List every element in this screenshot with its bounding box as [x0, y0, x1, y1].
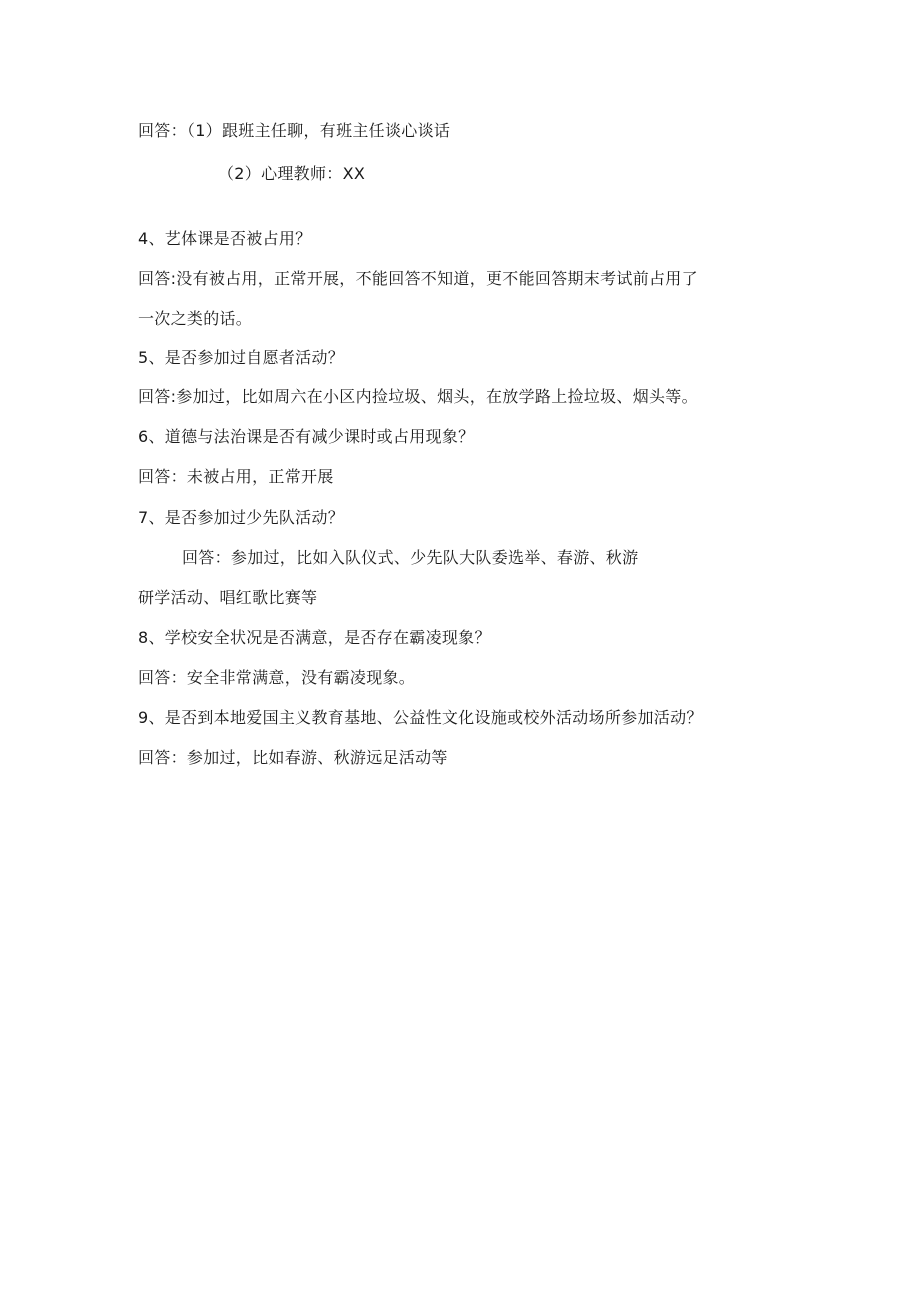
answer-line-3-a: 回答：（1）跟班主任聊，有班主任谈心谈话	[138, 121, 451, 140]
question-8: 8、学校安全状况是否满意，是否存在霸凌现象？	[138, 628, 491, 647]
answer-7-a: 回答：参加过，比如入队仪式、少先队大队委选举、春游、秋游	[182, 548, 639, 567]
question-5: 5、是否参加过自愿者活动？	[138, 348, 345, 367]
answer-9: 回答：参加过，比如春游、秋游远足活动等	[138, 748, 448, 767]
answer-6: 回答：未被占用，正常开展	[138, 467, 334, 486]
question-7: 7、是否参加过少先队活动？	[138, 508, 345, 527]
answer-line-3-b: （2）心理教师：XX	[218, 164, 366, 183]
question-9: 9、是否到本地爱国主义教育基地、公益性文化设施或校外活动场所参加活动？	[138, 708, 703, 727]
answer-4-b: 一次之类的话。	[138, 309, 253, 328]
answer-8: 回答：安全非常满意，没有霸凌现象。	[138, 668, 416, 687]
answer-7-b: 研学活动、唱红歌比赛等	[138, 588, 318, 607]
answer-5: 回答:参加过，比如周六在小区内捡垃圾、烟头，在放学路上捡垃圾、烟头等。	[138, 387, 698, 406]
question-6: 6、道德与法治课是否有减少课时或占用现象？	[138, 427, 475, 446]
question-4: 4、艺体课是否被占用？	[138, 229, 312, 248]
answer-4-a: 回答:没有被占用，正常开展，不能回答不知道，更不能回答期末考试前占用了	[138, 269, 698, 288]
